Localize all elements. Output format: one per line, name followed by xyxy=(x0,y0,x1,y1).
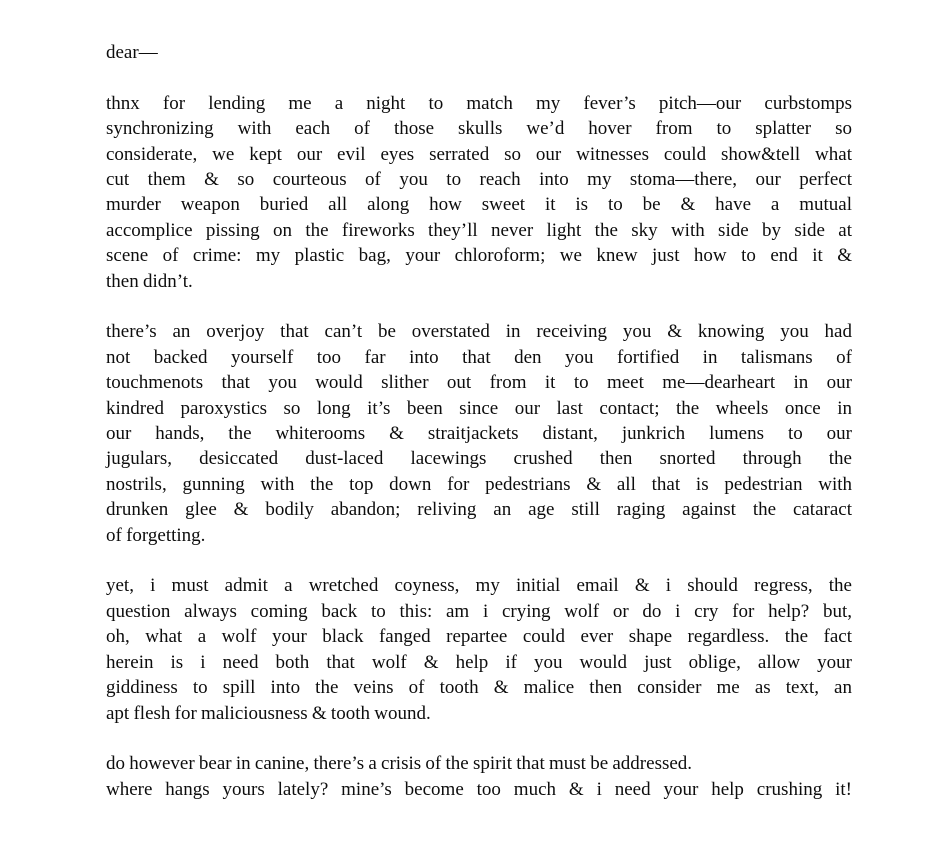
letter-paragraphs xyxy=(106,91,852,802)
text-line: considerate, we kept our evil eyes serrated so our witnesses could show&tell what xyxy=(106,143,852,165)
text-line: cut them & so courteous of you to reach into my stoma—there, our perfect xyxy=(106,169,852,191)
text-line: oh, what a wolf your black fanged repartee could ever shape regardless. the fact xyxy=(106,626,852,648)
text-line: apt flesh for maliciousness & tooth wound. xyxy=(106,702,431,724)
text-line: our hands, the whiterooms & straitjackets distant, junkrich lumens to our xyxy=(106,423,852,445)
paragraph xyxy=(106,91,852,294)
text-line: where hangs yours lately? mine’s become too much & i need your help crushing it! xyxy=(106,778,852,800)
paragraph xyxy=(106,573,852,725)
text-line: then didn’t. xyxy=(106,270,193,292)
text-line: kindred paroxystics so long it’s been since our last contact; the wheels once in xyxy=(106,397,852,419)
text-line: drunken glee & bodily abandon; reliving an age still raging against the cataract xyxy=(106,499,852,521)
text-line: murder weapon buried all along how sweet it is to be & have a mutual xyxy=(106,194,852,216)
text-line: thnx for lending me a night to match my fever’s pitch—our curbstomps xyxy=(106,92,852,114)
text-line: nostrils, gunning with the top down for pedestrians & all that is pedestrian with xyxy=(106,473,852,495)
paragraph xyxy=(106,319,852,548)
text-line: yet, i must admit a wretched coyness, my initial email & i should regress, the xyxy=(106,575,852,597)
salutation: dear— xyxy=(106,42,158,63)
text-line: scene of crime: my plastic bag, your chloroform; we knew just how to end it & xyxy=(106,245,852,267)
text-line: there’s an overjoy that can’t be overstated in receiving you & knowing you had xyxy=(106,321,852,343)
text-line: giddiness to spill into the veins of tooth & malice then consider me as text, an xyxy=(106,677,852,699)
paragraph xyxy=(106,751,852,802)
text-line: herein is i need both that wolf & help if you would just oblige, allow your xyxy=(106,651,852,673)
text-line: synchronizing with each of those skulls we’d hover from to splatter so xyxy=(106,118,852,140)
text-line: not backed yourself too far into that den you fortified in talismans of xyxy=(106,346,852,368)
text-line: question always coming back to this: am i crying wolf or do i cry for help? but, xyxy=(106,600,852,622)
text-line: do however bear in canine, there’s a crisis of the spirit that must be addressed. xyxy=(106,753,693,775)
text-line: touchmenots that you would slither out from it to meet me—dearheart in our xyxy=(106,372,852,394)
text-line: jugulars, desiccated dust-laced lacewings crushed then snorted through the xyxy=(106,448,852,470)
text-line: accomplice pissing on the fireworks they’ll never light the sky with side by side at xyxy=(106,219,852,241)
letter-document xyxy=(106,40,852,802)
text-line: of forgetting. xyxy=(106,524,206,546)
